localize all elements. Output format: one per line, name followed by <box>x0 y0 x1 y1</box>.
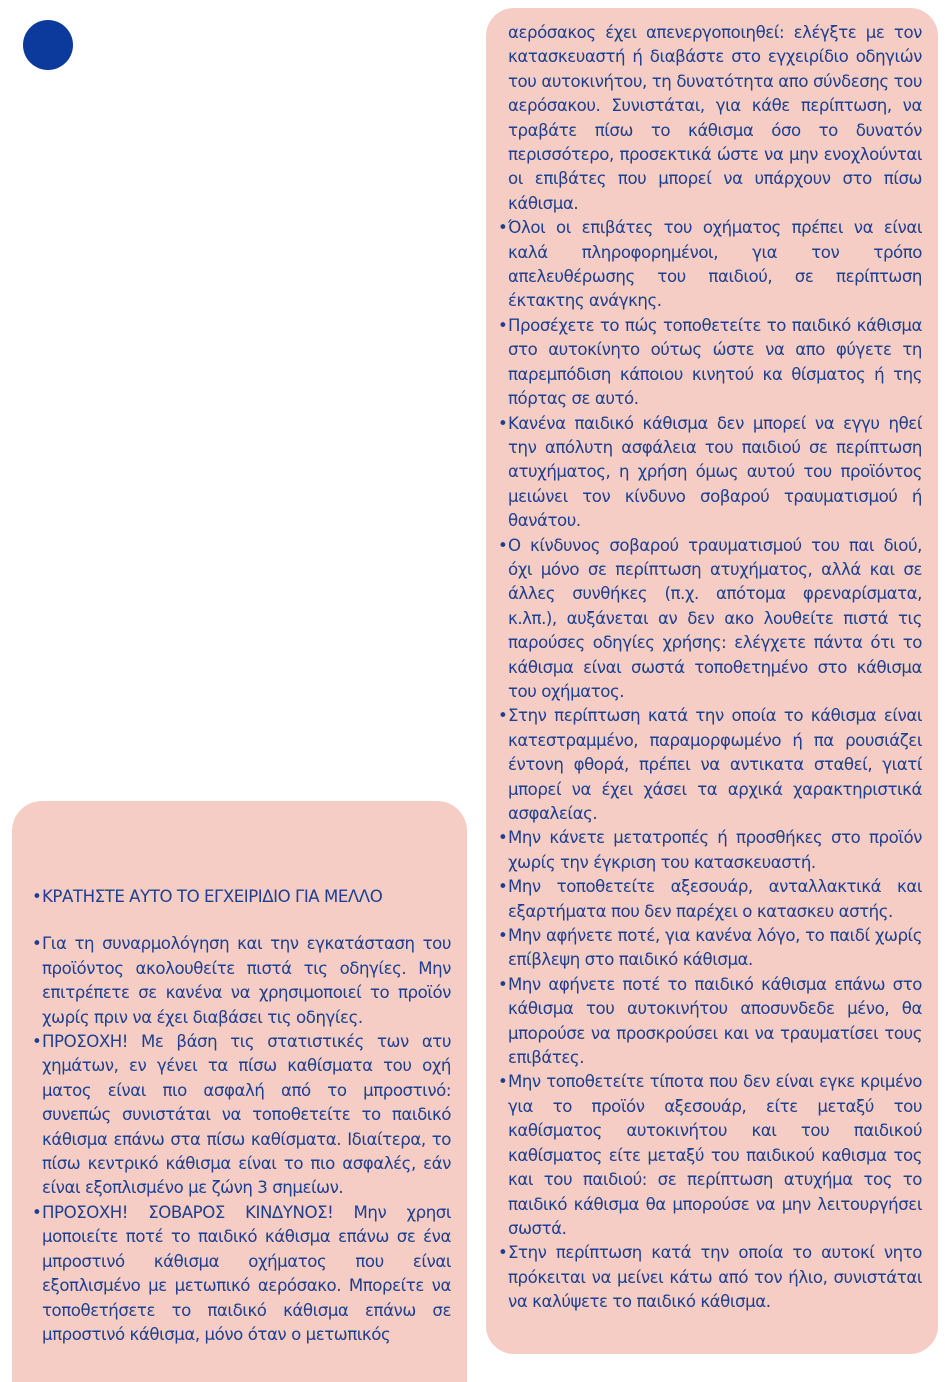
list-item-text: Μην τοποθετείτε τίποτα που δεν είναι εγκε κριμένο για το προϊόν αξεσουάρ, είτε μεταξύ του καθίσματος αυτοκινήτου και του παιδικού καθίσματος είτε μεταξύ του παιδικού καθισμα τος και του παιδιού: σε περίπτωση ατυχήμα τος το παιδικό κάθισμα θα μπορούσε να μην λειτουργήσει σωστά. <box>508 1072 922 1238</box>
list-item <box>498 1241 922 1314</box>
bullet-icon: • <box>498 877 508 897</box>
bullet-icon: • <box>32 887 42 906</box>
list-item <box>32 1201 451 1347</box>
list-item <box>498 875 922 924</box>
list-item-text: Για τη συναρμολόγηση και την εγκατάσταση του προϊόντος ακολουθείτε πιστά τις οδηγίες. Μην επιτρέπετε σε κανένα να χρησιμοποιεί το προϊόν χωρίς πριν να έχει διαβάσει τις οδηγίες. <box>42 934 451 1027</box>
page-marker-dot <box>23 20 73 70</box>
list-item-text: Μην κάνετε μετατροπές ή προσθήκες στο προϊόν χωρίς την έγκριση του κατασκευαστή. <box>508 828 922 872</box>
bullet-icon: • <box>32 1032 42 1052</box>
bullet-icon: • <box>498 218 508 238</box>
list-item <box>498 704 922 826</box>
list-item <box>498 973 922 1071</box>
bullet-icon: • <box>498 1243 508 1263</box>
bullet-icon: • <box>498 1072 508 1092</box>
bullet-icon: • <box>498 706 508 726</box>
bullet-icon: • <box>498 974 508 994</box>
list-item <box>498 314 922 412</box>
bullet-icon: • <box>498 413 508 433</box>
right-warning-list <box>498 216 922 1314</box>
list-item-text: Κανένα παιδικό κάθισμα δεν μπορεί να εγγυ ηθεί την απόλυτη ασφάλεια του παιδιού σε περίπτωση ατυχήματος, η χρήση όμως αυτού του προϊόντος μειώνει τον κίνδυνο σοβαρού τραυματισμού ή θανάτου. <box>508 413 922 531</box>
list-item-text: ΠΡΟΣΟΧΗ! Με βάση τις στατιστικές των ατυ χημάτων, εν γένει τα πίσω καθίσματα του οχή ματος είναι πιο ασφαλή από το μπροστινό: συνεπώς συνιστάται να τοποθετείτε το παιδικό κάθισμα επάνω στα πίσω καθίσματα. Ιδιαίτερα, το πίσω κεντρικό κάθισμα είναι το πιο ασφαλές, εάν είναι εξοπλισμένο με ζώνη 3 σημείων. <box>42 1032 451 1198</box>
notice-text: ΚΡΑΤΗΣΤΕ ΑΥΤΟ ΤΟ ΕΓΧΕΙΡΙΔΙΟ ΓΙΑ ΜΕΛΛΟ <box>42 887 383 906</box>
list-item-text: Μην αφήνετε ποτέ, για κανένα λόγο, το παιδί χωρίς επίβλεψη στο παιδικό κάθισμα. <box>508 926 922 970</box>
list-item-text: Ο κίνδυνος σοβαρού τραυματισμού του παι διού, όχι μόνο σε περίπτωση ατυχήματος, αλλά και σε άλλες συνθήκες (π.χ. απότομα φρεναρίσματα, κ.λπ.), αυξάνεται αν δεν ακο λουθείτε πιστά τις παρούσες οδηγίες χρήσης: ελέγχετε πάντα ότι το κάθισμα είναι σωστά τοποθετημένο στο κάθισμα του οχήματος. <box>508 535 922 701</box>
list-item-text: Όλοι οι επιβάτες του οχήματος πρέπει να είναι καλά πληροφορημένοι, για τον τρόπο απελευθέρωσης του παιδιού, σε περίπτωση έκτακτης ανάγκης. <box>508 218 922 311</box>
list-item <box>498 826 922 875</box>
list-item <box>498 216 922 314</box>
bullet-icon: • <box>498 828 508 848</box>
bullet-icon: • <box>498 315 508 335</box>
list-item-text: Στην περίπτωση κατά την οποία το αυτοκί νητο πρόκειται να μείνει κάτω από τον ήλιο, συνιστάται να καλύψετε το παιδικό κάθισμα. <box>508 1243 922 1312</box>
keep-manual-notice <box>32 885 451 909</box>
list-item-text: ΠΡΟΣΟΧΗ! ΣΟΒΑΡΟΣ ΚΙΝΔΥΝΟΣ! Μην χρησι μοποιείτε ποτέ το παιδικό κάθισμα επάνω σε ένα μπροστινό κάθισμα οχήματος που είναι εξοπλισμένο με μετωπικό αερόσακο. Μπορείτε να τοποθετήσετε το παιδικό κάθισμα επάνω σε μπροστινό κάθισμα, μόνο όταν ο μετωπικός <box>42 1202 451 1344</box>
list-item <box>498 534 922 705</box>
left-warning-list <box>32 932 451 1347</box>
continued-paragraph: αερόσακος έχει απενεργοποιηθεί: ελέγξτε με τον κατασκευαστή ή διαβάστε στο εγχειρίδιο οδηγιών του αυτοκινήτου, τη δυνατότητα απο σύνδεσης του αερόσακου. Συνιστάται, για κάθε περίπτωση, να τραβάτε πίσω το κάθισμα όσο το δυνατόν περισσότερο, προσεκτικά ώστε να μην ενοχλούνται οι επιβάτες που μπορεί να υπάρχουν στο πίσω κάθισμα. <box>508 23 922 213</box>
list-item <box>498 412 922 534</box>
bullet-icon: • <box>498 926 508 946</box>
list-item <box>498 1070 922 1241</box>
list-item <box>498 924 922 973</box>
list-item <box>32 1030 451 1201</box>
list-item <box>32 932 451 1030</box>
right-warning-panel <box>486 8 938 1354</box>
list-item-text: Στην περίπτωση κατά την οποία το κάθισμα είναι κατεστραμμένο, παραμορφωμένο ή πα ρουσιάζει έντονη φθορά, πρέπει να αντικατα σταθεί, γιατί μπορεί να έχει χάσει τα αρχικά χαρακτηριστικά ασφαλείας. <box>508 706 922 823</box>
list-item-text: Μην αφήνετε ποτέ το παιδικό κάθισμα επάνω στο κάθισμα του αυτοκινήτου αποσυνδεδε μένο, θα μπορούσε να προσκρούσει και να τραυματίσει τους επιβάτες. <box>508 974 922 1068</box>
bullet-icon: • <box>498 535 508 555</box>
bullet-icon: • <box>32 934 42 954</box>
left-warning-panel <box>12 801 467 1382</box>
list-item-text: Προσέχετε το πώς τοποθετείτε το παιδικό κάθισμα στο αυτοκίνητο ούτως ώστε να απο φύγετε τη παρεμπόδιση κάποιου κινητού κα θίσματος ή της πόρτας σε αυτό. <box>508 315 922 409</box>
list-item-text: Μην τοποθετείτε αξεσουάρ, ανταλλακτικά και εξαρτήματα που δεν παρέχει ο κατασκευ αστής. <box>508 877 922 921</box>
bullet-icon: • <box>32 1202 42 1222</box>
